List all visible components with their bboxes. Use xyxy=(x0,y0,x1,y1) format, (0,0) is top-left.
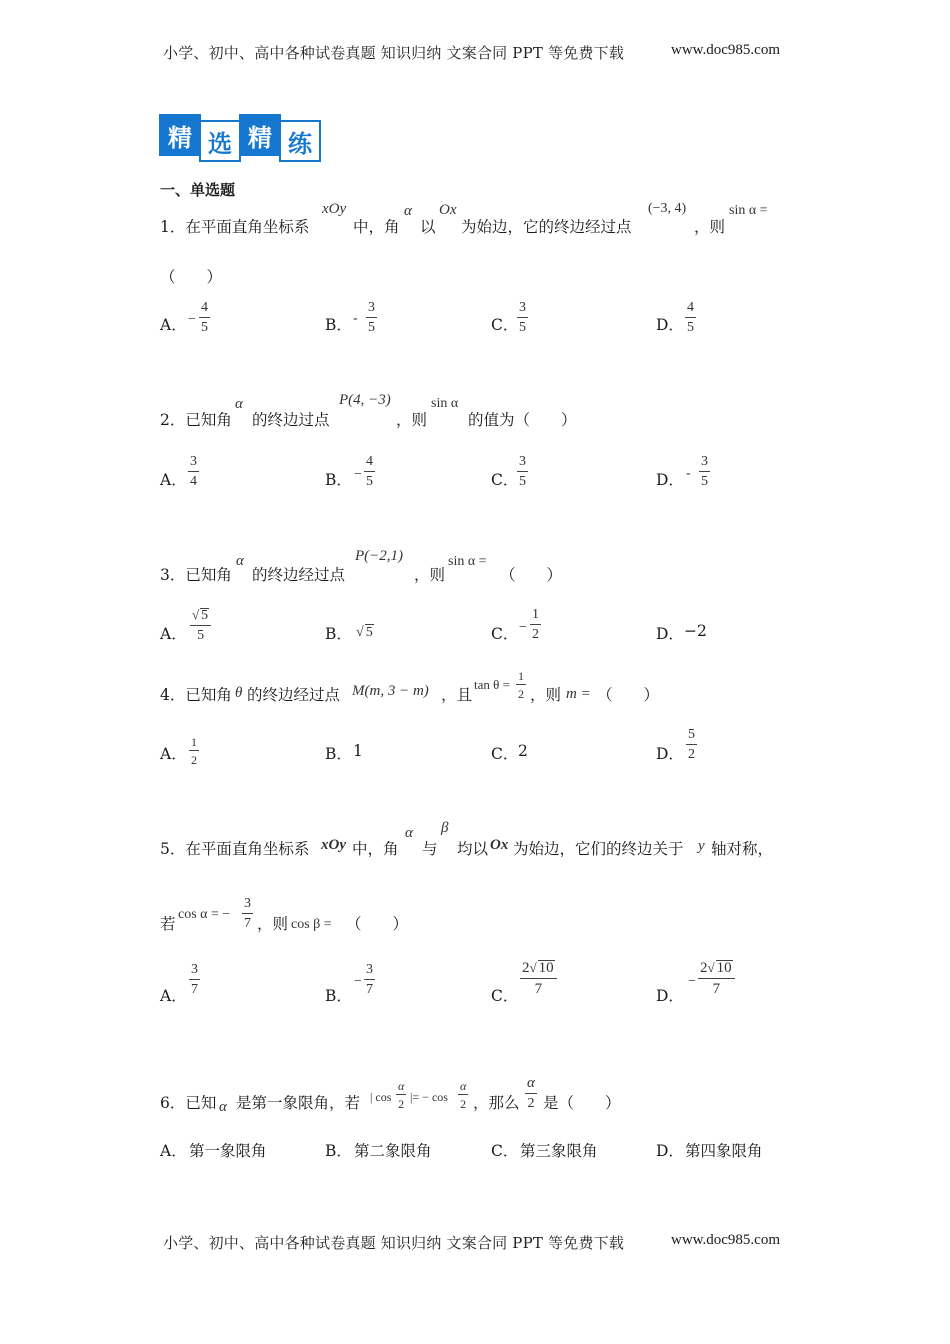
q4-tan: tan θ = xyxy=(474,677,510,692)
q5-option-d-num: 2√ 10 xyxy=(700,960,732,976)
q2-option-b-sign: − xyxy=(354,467,362,482)
q2-alpha: α xyxy=(235,396,243,412)
q5-option-c-coef: 2 xyxy=(522,960,530,976)
q5-cos-num: 3 xyxy=(244,896,251,911)
q3-option-a-den: 5 xyxy=(197,628,205,643)
q5-alpha: α xyxy=(405,825,413,841)
q6-frac-2 xyxy=(458,1080,468,1110)
q1-option-d-den: 5 xyxy=(687,320,694,335)
q4-text-4: ，则 xyxy=(530,686,562,704)
q3-option-a-num: √ 5 xyxy=(192,607,209,623)
q4-option-b-label: B． xyxy=(325,745,352,763)
q5-cos-fraction xyxy=(242,897,253,931)
q1-option-c-den: 5 xyxy=(519,320,526,335)
q2-option-d-num: 3 xyxy=(701,454,708,469)
q2-option-a-fraction xyxy=(188,455,199,489)
q2-option-b-num: 4 xyxy=(366,454,373,469)
q3-alpha: α xyxy=(236,553,244,569)
q4-option-a-num: 1 xyxy=(191,735,197,749)
q5-option-b-fraction xyxy=(364,963,375,997)
q3-sin: sin α = xyxy=(448,554,487,569)
q6-text-3: ，那么 xyxy=(473,1094,520,1112)
q5-paren: （ ） xyxy=(346,915,409,933)
q4-option-a-fraction xyxy=(189,736,199,766)
q4-option-d-num: 5 xyxy=(688,727,695,742)
q4-theta: θ xyxy=(235,685,243,701)
q1-option-c-num: 3 xyxy=(519,300,526,315)
q5-option-c-fraction xyxy=(520,960,557,997)
q5-cos: cos α = − xyxy=(178,907,231,922)
q1-option-d-fraction xyxy=(685,301,696,335)
q1-text-4: 为始边，它的终边经过点 xyxy=(461,218,632,236)
q5-option-c-num: 2√ 10 xyxy=(522,960,554,976)
logo-char-4: 练 xyxy=(279,120,321,162)
q3-text-1: 3．已知角 xyxy=(160,566,232,584)
q1-option-b-den: 5 xyxy=(368,320,375,335)
q5-option-a-num: 3 xyxy=(191,962,198,977)
footer-url[interactable]: www.doc985.com xyxy=(671,1232,781,1248)
q1-option-d-label: D． xyxy=(656,316,684,334)
section-title: 一、单选题 xyxy=(160,181,236,199)
q2-text-2: 的终边过点 xyxy=(252,411,330,429)
q6-frac-3-den: 2 xyxy=(527,1096,535,1111)
q5-option-a-fraction xyxy=(189,963,200,997)
q3-option-c-sign: − xyxy=(519,620,527,635)
q1-option-a-num: 4 xyxy=(201,300,208,315)
q5-option-d-den: 7 xyxy=(712,981,721,997)
q5-text-3: 与 xyxy=(422,840,438,858)
q3-option-d-value: −2 xyxy=(684,622,707,640)
header-url[interactable]: www.doc985.com xyxy=(671,42,781,58)
q5-cos-den: 7 xyxy=(244,916,251,931)
q1-xoy: xOy xyxy=(322,201,347,217)
q5-option-b-num: 3 xyxy=(366,962,373,977)
q4-text-1: 4．已知角 xyxy=(160,686,232,704)
logo-jingxuanjinglian xyxy=(159,114,321,160)
q1-option-b-fraction xyxy=(366,301,377,335)
q4-m: m = xyxy=(566,686,591,702)
q4-paren: （ ） xyxy=(597,686,660,704)
q6-frac-2-den: 2 xyxy=(460,1097,467,1111)
q2-option-c-den: 5 xyxy=(519,474,526,489)
q5-text-8: ，则 xyxy=(257,915,289,933)
q3-option-a-fraction xyxy=(190,608,211,643)
q6-option-d-value: 第四象限角 xyxy=(685,1142,763,1160)
q1-text-2: 中，角 xyxy=(353,218,400,236)
q5-option-a-label: A． xyxy=(160,987,187,1005)
q6-frac-1-den: 2 xyxy=(398,1097,405,1111)
q4-option-d-fraction xyxy=(686,728,697,762)
q1-option-a-fraction xyxy=(199,301,210,335)
q5-option-c-den: 7 xyxy=(534,981,543,997)
q1-option-b-sign: - xyxy=(353,311,358,326)
q6-abs-right: |= − cos xyxy=(410,1090,448,1104)
q6-text-4: 是（ ） xyxy=(543,1094,621,1112)
header-text: 小学、初中、高中各种试卷真题 知识归纳 文案合同 PPT 等免费下载 xyxy=(163,44,625,62)
q4-tan-den: 2 xyxy=(518,687,524,701)
q3-option-a-radicand: 5 xyxy=(201,608,209,623)
q4-option-d-den: 2 xyxy=(688,747,695,762)
q2-option-a-label: A． xyxy=(160,471,187,489)
q2-option-c-label: C． xyxy=(491,471,519,489)
q5-option-a-den: 7 xyxy=(191,982,198,997)
q5-option-c-radicand: 10 xyxy=(538,960,554,976)
q3-option-c-den: 2 xyxy=(532,627,539,642)
q1-option-b-num: 3 xyxy=(368,300,375,315)
q1-text-1: 1．在平面直角坐标系 xyxy=(160,218,310,236)
q6-option-b-label: B． xyxy=(325,1142,352,1160)
q5-option-d-sign: − xyxy=(688,974,696,989)
q2-option-a-num: 3 xyxy=(190,454,197,469)
q4-point: M(m, 3 − m) xyxy=(352,683,429,699)
q5-text-5: 为始边，它们的终边关于 xyxy=(513,840,684,858)
q4-text-3: ，且 xyxy=(441,686,473,704)
q2-option-b-label: B． xyxy=(325,471,352,489)
q2-option-d-label: D． xyxy=(656,471,684,489)
q1-text-5: ，则 xyxy=(694,218,726,236)
q5-text-1: 5．在平面直角坐标系 xyxy=(160,840,310,858)
q1-point: (−3, 4) xyxy=(648,201,687,216)
q5-y: y xyxy=(698,838,705,854)
q5-text-2: 中，角 xyxy=(352,840,399,858)
q6-option-c-label: C． xyxy=(491,1142,519,1160)
q5-option-c-label: C． xyxy=(491,987,519,1005)
q1-option-a-den: 5 xyxy=(201,320,208,335)
q1-option-d-num: 4 xyxy=(687,300,694,315)
q1-option-a-label: A． xyxy=(160,316,187,334)
logo-char-2: 选 xyxy=(199,120,241,162)
q6-option-a-label: A． xyxy=(160,1142,187,1160)
q2-option-a-den: 4 xyxy=(190,474,197,489)
q3-option-c-label: C． xyxy=(491,625,519,643)
q6-abs-left: | cos xyxy=(370,1090,392,1104)
q3-option-c-num: 1 xyxy=(532,607,539,622)
q5-ox: Ox xyxy=(490,837,509,853)
q4-tan-fraction xyxy=(516,670,526,700)
q2-text-1: 2．已知角 xyxy=(160,411,232,429)
q5-beta: β xyxy=(441,820,449,836)
q3-point: P(−2,1) xyxy=(355,548,404,564)
q4-option-b-value: 1 xyxy=(353,742,363,760)
q2-sin: sin α xyxy=(431,396,459,411)
q2-option-d-den: 5 xyxy=(701,474,708,489)
q1-option-c-label: C． xyxy=(491,316,519,334)
q1-paren: （ ） xyxy=(160,268,223,286)
q1-alpha: α xyxy=(404,203,412,219)
q1-sin: sin α = xyxy=(729,203,768,218)
q5-text-4: 均以 xyxy=(457,840,489,858)
q2-option-d-sign: - xyxy=(686,466,691,481)
q4-option-a-den: 2 xyxy=(191,753,197,767)
q5-option-b-den: 7 xyxy=(366,982,373,997)
q2-text-4: 的值为（ ） xyxy=(468,411,577,429)
q3-text-3: ，则 xyxy=(414,566,446,584)
q3-option-b-radicand: 5 xyxy=(365,625,373,640)
q1-ox: Ox xyxy=(439,202,457,218)
q4-option-c-value: 2 xyxy=(518,742,528,760)
q5-option-d-radicand: 10 xyxy=(716,960,732,976)
q3-option-d-label: D． xyxy=(656,625,684,643)
q1-option-b-label: B． xyxy=(325,316,352,334)
q3-option-b-label: B． xyxy=(325,625,352,643)
q2-option-b-den: 5 xyxy=(366,474,373,489)
q4-tan-num: 1 xyxy=(518,669,524,683)
logo-char-1: 精 xyxy=(159,114,201,156)
q6-option-d-label: D． xyxy=(656,1142,684,1160)
q4-option-d-label: D． xyxy=(656,745,684,763)
q6-text-1: 6．已知 xyxy=(160,1094,217,1112)
q5-option-d-label: D． xyxy=(656,987,684,1005)
q2-option-d-fraction xyxy=(699,455,710,489)
q1-option-a-sign: − xyxy=(188,312,196,327)
q4-option-c-label: C． xyxy=(491,745,519,763)
q5-option-d-coef: 2 xyxy=(700,960,708,976)
q6-alpha: α xyxy=(219,1099,227,1115)
q6-option-c-value: 第三象限角 xyxy=(520,1142,598,1160)
q5-option-d-fraction xyxy=(698,960,735,997)
q6-text-2: 是第一象限角，若 xyxy=(236,1094,361,1112)
q5-text-7: 若 xyxy=(160,915,176,933)
q1-option-c-fraction xyxy=(517,301,528,335)
q2-option-b-fraction xyxy=(364,455,375,489)
q6-frac-1-num: α xyxy=(398,1079,405,1093)
q6-frac-3 xyxy=(525,1076,537,1111)
q6-option-a-value: 第一象限角 xyxy=(189,1142,267,1160)
q2-text-3: ，则 xyxy=(396,411,428,429)
q5-text-6: 轴对称， xyxy=(711,840,774,858)
q2-point: P(4, −3) xyxy=(339,392,391,408)
q4-text-2: 的终边经过点 xyxy=(247,686,341,704)
q6-frac-3-num: α xyxy=(527,1075,535,1091)
q4-option-a-label: A． xyxy=(160,745,187,763)
q3-option-c-fraction xyxy=(530,608,541,642)
q5-cos-beta: cos β = xyxy=(291,917,332,932)
q3-option-b-value: √ 5 xyxy=(356,625,373,640)
q5-xoy: xOy xyxy=(321,837,346,853)
footer-text: 小学、初中、高中各种试卷真题 知识归纳 文案合同 PPT 等免费下载 xyxy=(163,1234,625,1252)
q6-option-b-value: 第二象限角 xyxy=(354,1142,432,1160)
q3-option-a-label: A． xyxy=(160,625,187,643)
q3-text-2: 的终边经过点 xyxy=(252,566,346,584)
q6-frac-2-num: α xyxy=(460,1079,467,1093)
q2-option-c-fraction xyxy=(517,455,528,489)
logo-char-3: 精 xyxy=(239,114,281,156)
q5-option-b-label: B． xyxy=(325,987,352,1005)
q1-text-3: 以 xyxy=(420,218,436,236)
q6-frac-1 xyxy=(396,1080,406,1110)
q2-option-c-num: 3 xyxy=(519,454,526,469)
q5-option-b-sign: − xyxy=(354,974,362,989)
q3-paren: （ ） xyxy=(500,566,563,584)
